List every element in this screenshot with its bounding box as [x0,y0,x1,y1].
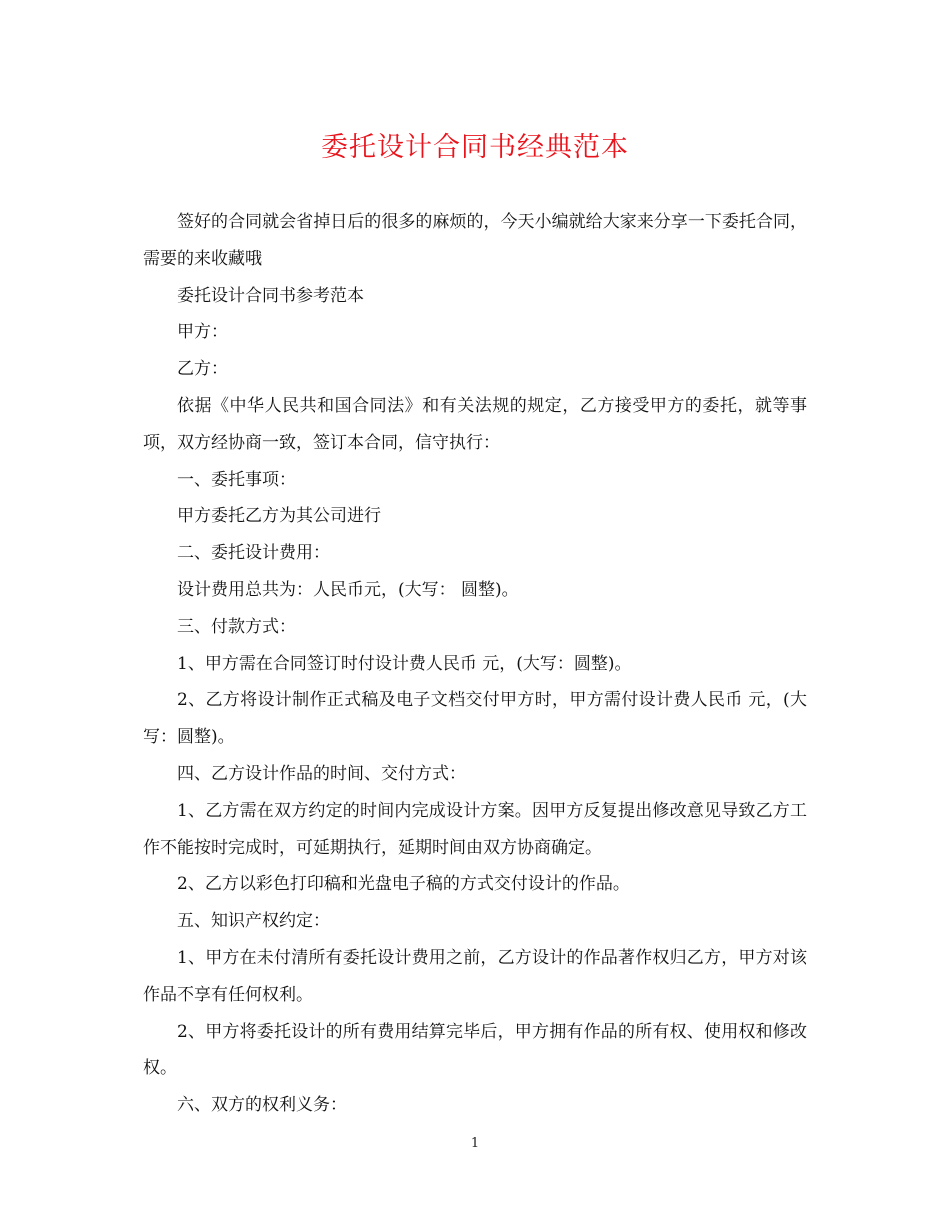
section-5-item-1: 1、甲方在未付清所有委托设计费用之前，乙方设计的作品著作权归乙方，甲方对该作品不享有任何权利。 [143,947,807,1005]
section-2-paragraph: 设计费用总共为：人民币元，(大写： 圆整)。 [177,579,519,600]
document-body [143,204,807,1124]
subtitle-paragraph: 委托设计合同书参考范本 [177,285,364,306]
section-heading-2: 二、委托设计费用： [177,543,330,564]
section-4-item-2: 2、乙方以彩色打印稿和光盘电子稿的方式交付设计的作品。 [177,874,630,895]
section-4-item-1: 1、乙方需在双方约定的时间内完成设计方案。因甲方反复提出修改意见导致乙方工作不能按时完成时，可延期执行，延期时间由双方协商确定。 [143,800,807,858]
section-heading-1: 一、委托事项： [177,469,296,490]
section-heading-3: 三、付款方式： [177,616,296,637]
section-3-item-2: 2、乙方将设计制作正式稿及电子文档交付甲方时，甲方需付设计费人民币 元，(大写：圆整)。 [143,690,807,748]
section-1-paragraph: 甲方委托乙方为其公司进行 [177,506,381,527]
intro-paragraph: 签好的合同就会省掉日后的很多的麻烦的，今天小编就给大家来分享一下委托合同，需要的来收藏哦 [143,212,807,269]
party-a-line: 甲方： [177,322,228,343]
page-number: 1 [470,1136,480,1151]
section-heading-4: 四、乙方设计作品的时间、交付方式： [177,763,466,784]
party-b-line: 乙方： [177,359,228,380]
section-5-item-2: 2、甲方将委托设计的所有费用结算完毕后，甲方拥有作品的所有权、使用权和修改权。 [143,1021,807,1079]
section-heading-5: 五、知识产权约定： [177,911,330,932]
document-title: 委托设计合同书经典范本 [321,132,629,163]
section-heading-6: 六、双方的权利义务： [177,1095,347,1116]
section-3-item-1: 1、甲方需在合同签订时付设计费人民币 元，(大写：圆整)。 [177,653,632,674]
preamble-paragraph: 依据《中华人民共和国合同法》和有关法规的规定，乙方接受甲方的委托，就等事项，双方经协商一致，签订本合同，信守执行： [143,395,807,453]
